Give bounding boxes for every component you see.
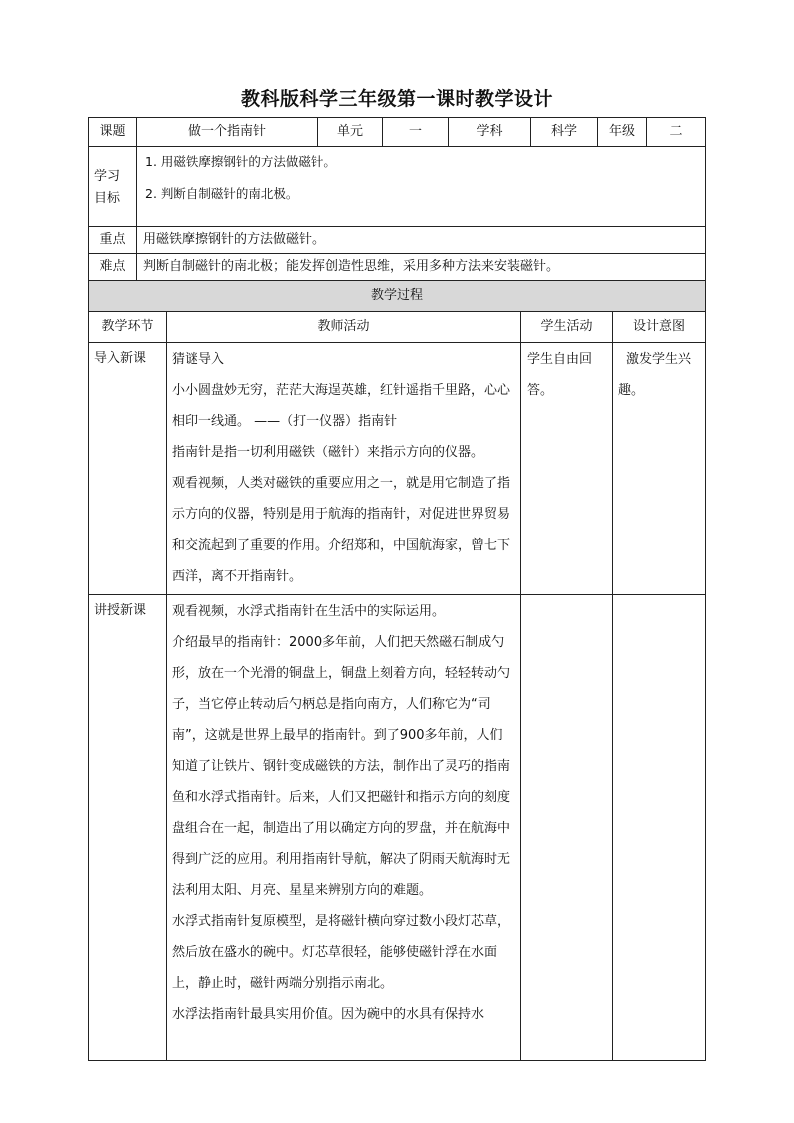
key-point-text: 用磁铁摩擦钢针的方法做磁针。 (143, 232, 326, 247)
objective-item: 2. 判断自制磁针的南北极。 (145, 186, 299, 201)
teacher-paragraph: 介绍最早的指南针：2000多年前，人们把天然磁石制成勺形，放在一个光滑的铜盘上，铜盘上刻着方向，轻轻转动勺子，当它停止转动后勺柄总是指向南方，人们称它为“司南”，这就是世界上最早的指南针。到了900多年前，人们知道了让铁片、钢针变成磁铁的方法，制作出了灵巧的指南鱼和水浮式指南针。后来，人们又把磁针和指示方向的刻度盘组合在一起，制造出了用以确定方向的罗盘，并在航海中得到广泛的应用。利用指南针导航，解决了阴雨天航海时无法利用太阳、月亮、星星来辨别方向的难题。 (172, 635, 511, 898)
lesson-value: 做一个指南针 (187, 124, 266, 139)
design-intent-intro (618, 344, 700, 406)
key-point-label: 重点 (99, 232, 126, 247)
difficulty-text: 判断自制磁针的南北极；能发挥创造性思维，采用多种方法来安装磁针。 (143, 259, 560, 274)
objectives-label-line2: 目标 (94, 191, 121, 206)
row-divider (88, 342, 706, 343)
col-divider (166, 311, 167, 1061)
teacher-paragraph: 指南针是指一切利用磁铁（磁针）来指示方向的仪器。 (172, 445, 485, 460)
objective-item: 1. 用磁铁摩擦钢针的方法做磁针。 (145, 154, 336, 169)
col-divider (136, 146, 137, 280)
difficulty-label: 难点 (99, 259, 126, 274)
grade-label: 年级 (608, 124, 635, 139)
header-intent: 设计意图 (632, 319, 685, 334)
grade-value: 二 (669, 124, 683, 139)
teacher-paragraph: 猜谜导入 (172, 352, 225, 367)
row-divider (88, 594, 706, 595)
teacher-paragraph: 观看视频，水浮式指南针在生活中的实际运用。 (172, 604, 446, 619)
process-banner-title: 教学过程 (370, 288, 423, 303)
subject-value: 科学 (550, 124, 577, 139)
teacher-activity-intro (172, 344, 515, 592)
teacher-paragraph: 水浮法指南针最具实用价值。因为碗中的水具有保持水 (172, 1007, 485, 1022)
design-intent-text: 激发学生兴趣。 (618, 352, 692, 398)
teacher-paragraph: 观看视频，人类对磁铁的重要应用之一，就是用它制造了指示方向的仪器，特别是用于航海的指南针，对促进世界贸易和交流起到了重要的作用。介绍郑和，中国航海家，曾七下西洋，离不开指南针。 (172, 476, 511, 584)
unit-value: 一 (408, 124, 422, 139)
header-teacher: 教师活动 (317, 319, 370, 334)
table-border (88, 1060, 706, 1061)
document-title: 教科版科学三年级第一课时教学设计 (240, 88, 553, 110)
student-activity-intro (527, 344, 607, 406)
table-border (88, 117, 706, 118)
row-divider (88, 146, 706, 147)
col-divider (612, 311, 613, 1061)
row-divider (88, 253, 706, 254)
col-divider (520, 311, 521, 1061)
stage-intro: 导入新课 (94, 351, 147, 366)
header-stage: 教学环节 (101, 319, 154, 334)
stage-new-lesson: 讲授新课 (94, 603, 147, 618)
header-student: 学生活动 (540, 319, 593, 334)
student-activity-text: 学生自由回答。 (527, 352, 593, 398)
table-border (705, 117, 706, 1061)
objectives-label (94, 166, 134, 210)
lesson-label: 课题 (99, 124, 126, 139)
row-divider (88, 311, 706, 312)
unit-label: 单元 (336, 124, 363, 139)
teacher-activity-new-lesson (172, 596, 515, 1030)
teacher-paragraph: 水浮式指南针复原模型，是将磁针横向穿过数小段灯芯草，然后放在盛水的碗中。灯芯草很轻，能够使磁针浮在水面上，静止时，磁针两端分别指示南北。 (172, 914, 511, 991)
teacher-paragraph: 小小圆盘妙无穷，茫茫大海逞英雄，红针遥指千里路，心心相印一线通。 ——（打一仪器）指南针 (172, 383, 511, 429)
objectives-label-line1: 学习 (94, 169, 121, 184)
subject-label: 学科 (476, 124, 503, 139)
row-divider (88, 226, 706, 227)
